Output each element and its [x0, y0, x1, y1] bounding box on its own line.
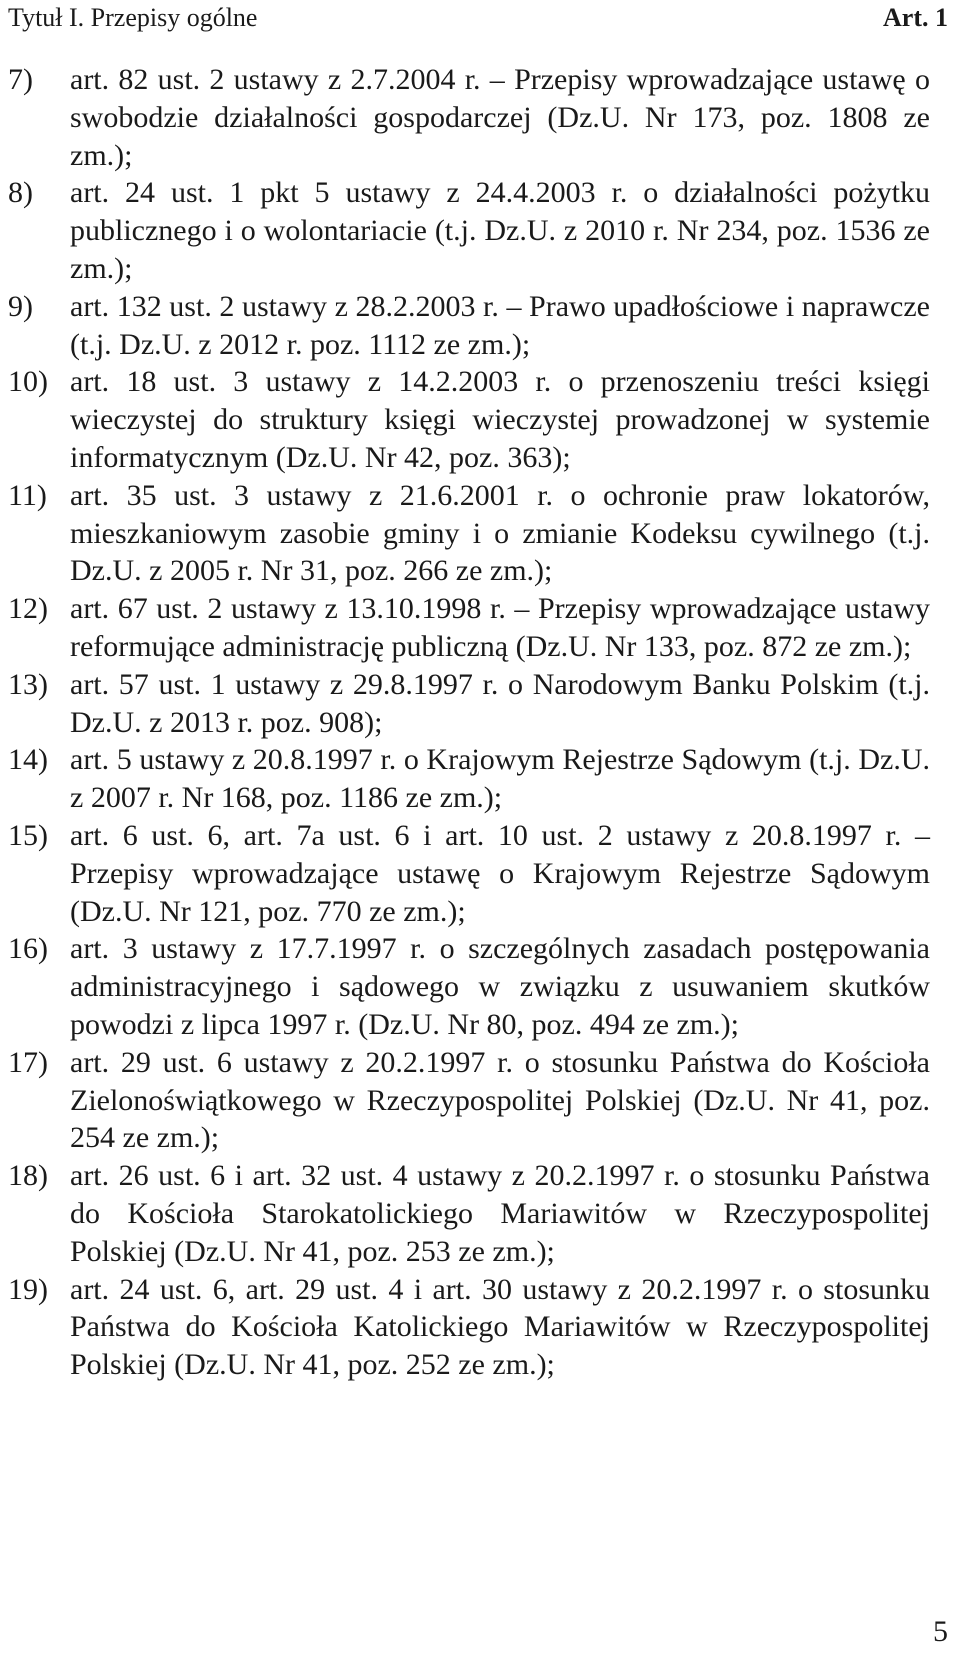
item-number: 15) [8, 818, 48, 852]
item-number: 7) [8, 63, 33, 96]
item-number: 19) [8, 1272, 48, 1306]
item-text: art. 132 ust. 2 ustawy z 28.2.2003 r. – Prawo upadłościowe i naprawcze (t.j. Dz.U. z 2012 r. poz. 1112 ze zm.); [70, 289, 930, 361]
item-text: art. 57 ust. 1 ustawy z 29.8.1997 r. o Narodowym Banku Polskim (t.j. Dz.U. z 2013 r. poz. 908); [70, 667, 930, 739]
running-header [8, 2, 948, 36]
list-item [8, 590, 930, 666]
page-number: 5 [933, 1615, 948, 1648]
list-item [8, 741, 930, 817]
list-item [8, 288, 930, 364]
list-item [8, 1271, 930, 1384]
item-text: art. 24 ust. 1 pkt 5 ustawy z 24.4.2003 r. o działalności pożytku publicznego i o wolontariacie (t.j. Dz.U. z 2010 r. Nr 234, poz. 1536 ze zm.); [70, 176, 930, 285]
item-number: 18) [8, 1159, 48, 1193]
item-text: art. 29 ust. 6 ustawy z 20.2.1997 r. o stosunku Państwa do Kościoła Zielonoświątkowego w Rzeczypospolitej Polskiej (Dz.U. Nr 41, poz. 254 ze zm.); [70, 1045, 930, 1155]
item-number: 17) [8, 1045, 48, 1079]
item-text: art. 82 ust. 2 ustawy z 2.7.2004 r. – Przepisy wprowadzające ustawę o swobodzie działalności gospodarczej (Dz.U. Nr 173, poz. 1808 ze zm.); [70, 63, 930, 172]
item-number: 8) [8, 176, 33, 210]
list-item [8, 1044, 930, 1157]
item-text: art. 24 ust. 6, art. 29 ust. 4 i art. 30 ustawy z 20.2.1997 r. o stosunku Państwa do Kościoła Katolickiego Mariawitów w Rzeczypospolitej Polskiej (Dz.U. Nr 41, poz. 252 ze zm.); [70, 1272, 930, 1382]
item-text: art. 26 ust. 6 i art. 32 ust. 4 ustawy z 20.2.1997 r. o stosunku Państwa do Kościoła Starokatolickiego Mariawitów w Rzeczypospolitej Polskiej (Dz.U. Nr 41, poz. 253 ze zm.); [70, 1159, 930, 1268]
item-number: 14) [8, 743, 48, 777]
enumerated-list [8, 61, 930, 1384]
item-number: 13) [8, 667, 48, 701]
item-number: 11) [8, 478, 47, 512]
item-text: art. 67 ust. 2 ustawy z 13.10.1998 r. – Przepisy wprowadzające ustawy reformujące administrację publiczną (Dz.U. Nr 133, poz. 872 ze zm.); [70, 592, 930, 663]
item-text: art. 18 ust. 3 ustawy z 14.2.2003 r. o przenoszeniu treści księgi wieczystej do struktury księgi wieczystej prowadzonej w systemie informatycznym (Dz.U. Nr 42, poz. 363); [70, 365, 930, 474]
list-item [8, 666, 930, 742]
list-item [8, 477, 930, 590]
list-item [8, 174, 930, 287]
list-item [8, 61, 930, 174]
header-title: Tytuł I. Przepisy ogólne [8, 3, 258, 32]
header-article: Art. 1 [883, 3, 948, 32]
item-number: 12) [8, 592, 48, 626]
item-text: art. 6 ust. 6, art. 7a ust. 6 i art. 10 ust. 2 ustawy z 20.8.1997 r. – Przepisy wprowadzające ustawę o Krajowym Rejestrze Sądowym (Dz.U. Nr 121, poz. 770 ze zm.); [70, 818, 930, 928]
item-number: 9) [8, 289, 33, 323]
list-item [8, 817, 930, 930]
item-number: 10) [8, 365, 48, 399]
item-text: art. 5 ustawy z 20.8.1997 r. o Krajowym Rejestrze Sądowym (t.j. Dz.U. z 2007 r. Nr 168, poz. 1186 ze zm.); [70, 743, 930, 815]
list-item [8, 1157, 930, 1270]
list-item [8, 930, 930, 1043]
item-text: art. 3 ustawy z 17.7.1997 r. o szczególnych zasadach postępowania administracyjnego i sądowego w związku z usuwaniem skutków powodzi z lipca 1997 r. (Dz.U. Nr 80, poz. 494 ze zm.); [70, 932, 930, 1041]
list-item [8, 363, 930, 476]
item-text: art. 35 ust. 3 ustawy z 21.6.2001 r. o ochronie praw lokatorów, mieszkaniowym zasobie gminy i o zmianie Kodeksu cywilnego (t.j. Dz.U. z 2005 r. Nr 31, poz. 266 ze zm.); [70, 478, 930, 588]
item-number: 16) [8, 932, 48, 966]
